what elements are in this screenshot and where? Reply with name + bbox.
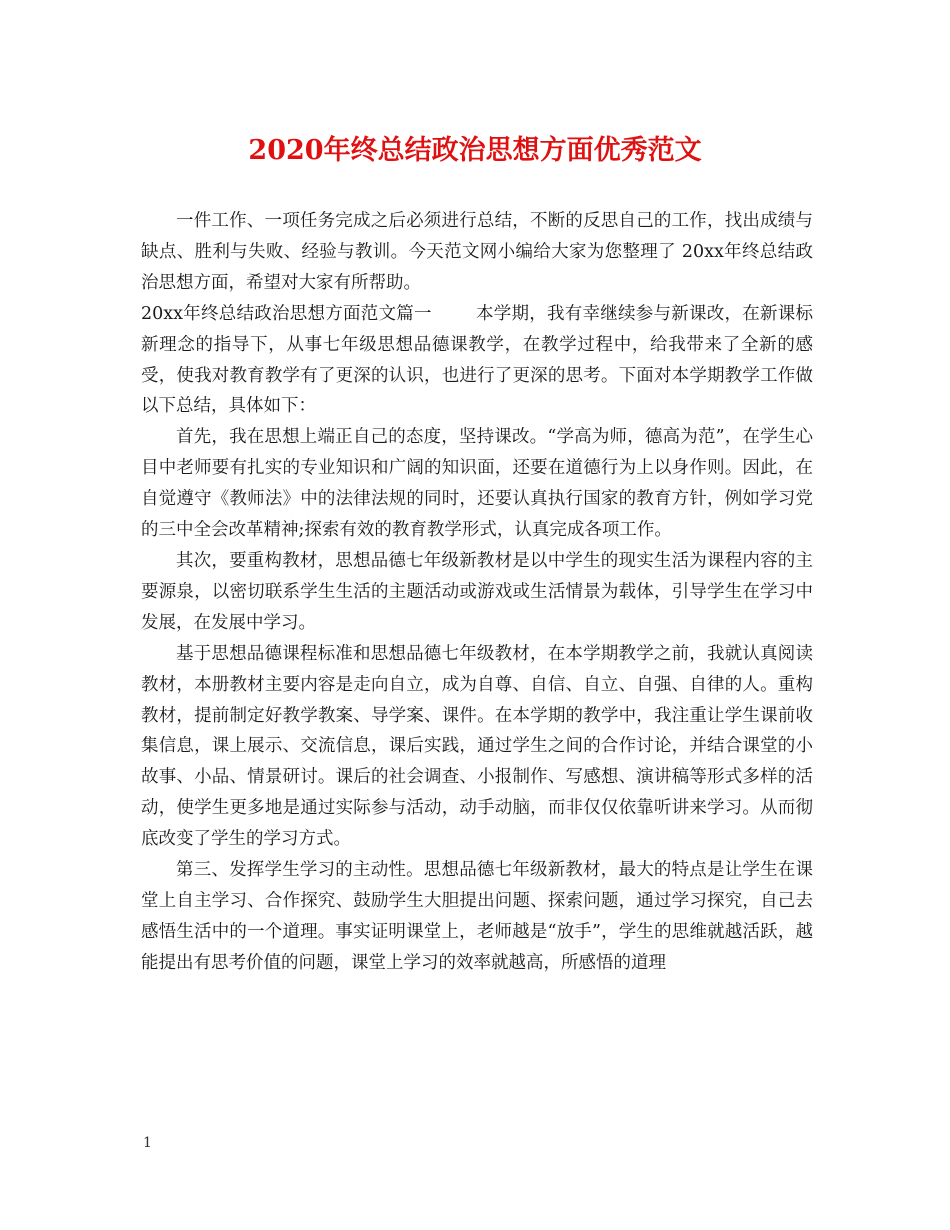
document-title: 2020年终总结政治思想方面优秀范文 — [248, 135, 702, 166]
document-body — [141, 206, 813, 979]
body-paragraph-4: 第三、发挥学生学习的主动性。思想品德七年级新教材，最大的特点是让学生在课堂上自主学习、合作探究、鼓励学生大胆提出问题、探索问题，通过学习探究，自己去感悟生活中的一个道理。事实证明课堂上，老师越是“放手”，学生的思维就越活跃，越能提出有思考价值的问题，课堂上学习的效率就越高，所感悟的道理 — [141, 860, 813, 973]
section-paragraph — [141, 299, 813, 423]
intro-paragraph: 一件工作、一项任务完成之后必须进行总结，不断的反思自己的工作，找出成绩与缺点、胜利与失败、经验与教训。今天范文网小编给大家为您整理了 20xx年终总结政治思想方面，希望对大家有所帮助。 — [141, 211, 813, 293]
section-heading: 20xx年终总结政治思想方面范文篇一 — [141, 303, 432, 324]
body-paragraph-1: 首先，我在思想上端正自己的态度，坚持课改。“学高为师，德高为范”，在学生心目中老师要有扎实的专业知识和广阔的知识面，还要在道德行为上以身作则。因此，在自觉遵守《教师法》中的法律法规的同时，还要认真执行国家的教育方针，例如学习党的三中全会改革精神;探索有效的教育教学形式，认真完成各项工作。 — [141, 427, 813, 541]
section-heading-continuation: 本学期，我有幸继续参与新课改，在新课标新理念的指导下，从事七年级思想品德课教学，在教学过程中，给我带来了全新的感受，使我对教育教学有了更深的认识，也进行了更深的思考。下面对本学期教学工作做以下总结，具体如下： — [141, 303, 813, 417]
body-paragraph-2: 其次，要重构教材，思想品德七年级新教材是以中学生的现实生活为课程内容的主要源泉，以密切联系学生生活的主题活动或游戏或生活情景为载体，引导学生在学习中发展，在发展中学习。 — [141, 550, 813, 633]
page-number: 1 — [143, 1135, 152, 1151]
body-paragraph-3: 基于思想品德课程标准和思想品德七年级教材，在本学期教学之前，我就认真阅读教材，本册教材主要内容是走向自立，成为自尊、自信、自立、自强、自律的人。重构教材，提前制定好教学教案、导学案、课件。在本学期的教学中，我注重让学生课前收集信息，课上展示、交流信息，课后实践，通过学生之间的合作讨论，并结合课堂的小故事、小品、情景研讨。课后的社会调查、小报制作、写感想、演讲稿等形式多样的活动，使学生更多地是通过实际参与活动，动手动脑，而非仅仅依靠听讲来学习。从而彻底改变了学生的学习方式。 — [141, 643, 813, 850]
